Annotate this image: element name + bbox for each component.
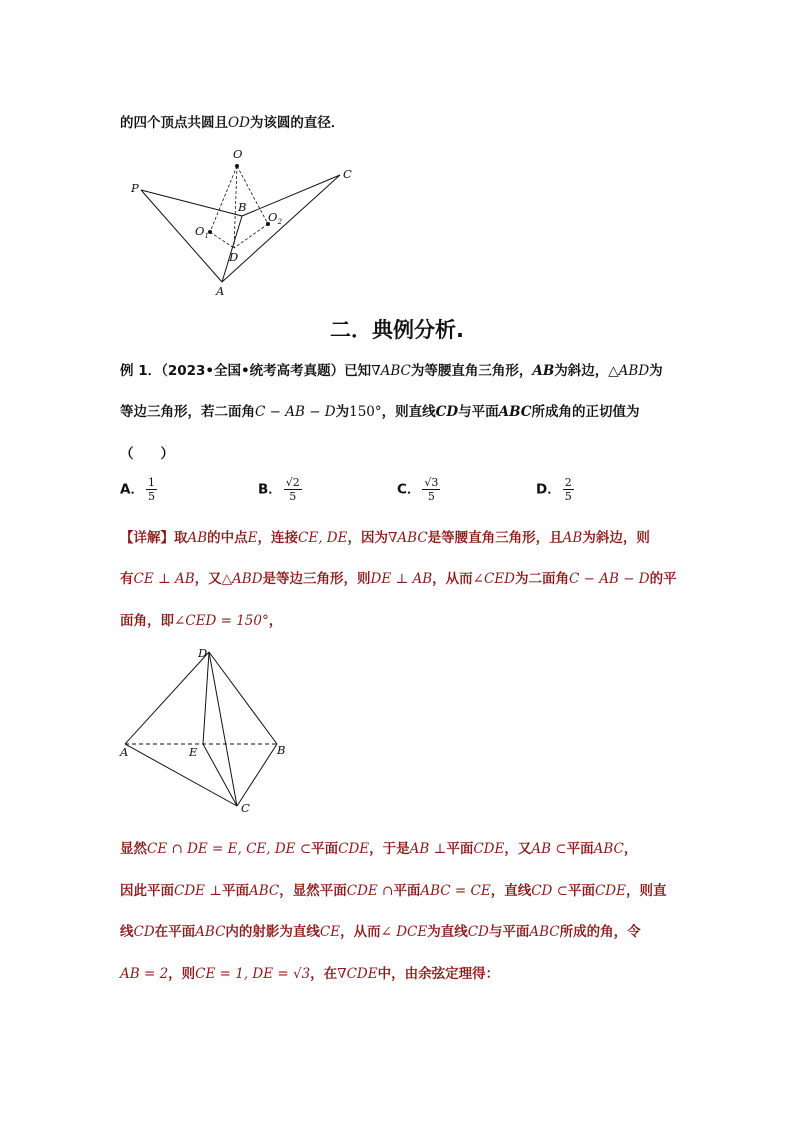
text: 有 <box>120 571 134 587</box>
text: ，从而 <box>340 924 381 940</box>
option-b-label: B． <box>258 481 282 498</box>
text: 线 <box>120 924 134 940</box>
math: CDE ⊥ <box>174 883 222 899</box>
solution-line-1 <box>120 526 650 546</box>
label-c: C <box>241 801 250 815</box>
math-cd: CD <box>435 404 459 420</box>
math: ∠ DCE <box>380 924 428 940</box>
text: 平面 <box>222 883 249 899</box>
text: 【详解】取 <box>120 530 188 546</box>
text: 内的射影为直线 <box>225 924 320 940</box>
math: E <box>247 530 258 546</box>
figure-tetrahedron-abcd <box>115 640 300 820</box>
dashed-o1-d <box>210 232 234 248</box>
num: 2 <box>564 476 572 489</box>
text: ，在 <box>310 966 338 982</box>
text: ，从而 <box>432 571 473 587</box>
section-heading: 二．典例分析. <box>330 318 464 342</box>
intro-text-end: 为该圆的直径． <box>249 115 345 131</box>
math: CDE <box>338 841 370 857</box>
math: ABC <box>249 883 280 899</box>
text: 平面 <box>311 841 339 857</box>
math: ∇ABC <box>387 530 428 546</box>
text: 为斜边，则 <box>582 530 650 546</box>
option-a-fraction <box>146 476 157 503</box>
math-abc: ∇ABC <box>371 363 411 379</box>
text: 等边三角形，若二面角 <box>120 404 255 420</box>
option-b[interactable] <box>258 476 302 503</box>
math: DE ⊥ AB <box>370 571 433 587</box>
text: 所成角的正切值为 <box>531 404 640 420</box>
math: AB ⊂ <box>531 841 567 857</box>
label-c: C <box>343 167 352 181</box>
math: ∠CED = 150° <box>174 613 269 629</box>
label-b: B <box>238 200 247 214</box>
edge-pa <box>141 190 222 282</box>
label-o: O <box>233 147 243 161</box>
dashed-o-o1 <box>210 166 237 232</box>
option-c-label: C． <box>397 481 421 498</box>
math: C − AB − D <box>569 571 650 587</box>
edge-bc <box>242 175 340 216</box>
text: ，连接 <box>257 530 299 546</box>
label-a: A <box>120 745 129 759</box>
text: 显然 <box>120 841 147 857</box>
math: CDE ∩ <box>346 883 394 899</box>
answer-paren: （ ） <box>120 446 174 462</box>
point-o <box>235 164 239 168</box>
label-e: E <box>189 745 198 759</box>
text: 为 <box>335 404 350 420</box>
edge-dc <box>209 652 237 806</box>
text: ，于是 <box>369 841 410 857</box>
text: 是等边三角形，则 <box>262 571 371 587</box>
text: ，则直线 <box>381 404 436 420</box>
math: ∇CDE <box>337 966 378 982</box>
edge-ac <box>222 175 340 282</box>
num: √3 <box>424 476 439 489</box>
math: AB <box>187 530 208 546</box>
label-p: P <box>131 181 139 195</box>
math-abd: △ABD <box>608 363 650 379</box>
label-d: D <box>229 250 239 264</box>
option-d-fraction <box>563 476 574 503</box>
edge-db <box>209 652 277 744</box>
math-150deg: 150° <box>349 404 382 420</box>
text: ，显然平面 <box>279 883 347 899</box>
option-d-label: D． <box>536 481 561 498</box>
label-b: B <box>277 743 286 757</box>
math: AB = 2 <box>120 966 169 982</box>
text: 为 <box>649 363 663 379</box>
math: AB <box>562 530 583 546</box>
option-d[interactable] <box>536 476 574 503</box>
solution-line-2 <box>120 567 677 587</box>
label-a: A <box>216 284 225 298</box>
label-d: D <box>198 646 208 660</box>
math: CD <box>133 924 155 940</box>
solution-line-3 <box>120 609 282 629</box>
math-abc-plane: ABC <box>498 404 532 420</box>
math: CDE <box>473 841 505 857</box>
math-ab: AB <box>532 363 555 379</box>
example-source: 例 1．（2023•全国•统考高考真题）已知 <box>120 363 372 379</box>
text: 为等腰直角三角形， <box>410 363 533 379</box>
edge-ab <box>222 216 242 282</box>
option-b-fraction <box>284 476 302 503</box>
den: 5 <box>564 490 572 503</box>
text: 所成的角，令 <box>559 924 641 940</box>
math: CE ∩ DE = E, CE, DE ⊂ <box>147 841 312 857</box>
option-a-label: A． <box>120 481 144 498</box>
text: 为二面角 <box>515 571 569 587</box>
conclusion-line-4 <box>120 962 499 982</box>
text: 是等腰直角三角形，且 <box>427 530 563 546</box>
text: ，又 <box>194 571 222 587</box>
edge-pb <box>141 190 242 216</box>
edge-ed <box>203 652 209 744</box>
math-dihedral: C − AB − D <box>255 404 336 420</box>
edge-bc <box>237 744 277 806</box>
text: ，则直 <box>625 883 667 899</box>
text: ， <box>268 613 283 629</box>
math: ABC = CE <box>420 883 491 899</box>
text: ，直线 <box>490 883 532 899</box>
math: ABC <box>593 841 624 857</box>
text: 与平面 <box>458 404 499 420</box>
edge-ad <box>125 652 209 744</box>
num: 1 <box>147 476 155 489</box>
text: 面角，即 <box>120 613 174 629</box>
math: ABC <box>195 924 226 940</box>
math: CDE <box>594 883 626 899</box>
math: CE ⊥ AB <box>133 571 195 587</box>
math: ∠CED <box>472 571 515 587</box>
figure-tetrahedron-circumsphere <box>120 140 370 305</box>
conclusion-line-1 <box>120 837 637 857</box>
text: 的中点 <box>207 530 248 546</box>
intro-text: 的四个顶点共圆且 <box>120 115 228 131</box>
option-c-fraction <box>422 476 440 503</box>
example-line-1 <box>120 359 663 379</box>
den: 5 <box>147 490 155 503</box>
option-a[interactable] <box>120 476 157 503</box>
conclusion-line-2 <box>120 879 666 899</box>
dashed-o-o2 <box>237 166 268 224</box>
text: 平面 <box>446 841 474 857</box>
text: ，又 <box>504 841 532 857</box>
option-c[interactable] <box>397 476 440 503</box>
math: AB ⊥ <box>409 841 447 857</box>
math: CE = 1, DE = √3 <box>195 966 311 982</box>
math: CD ⊂ <box>531 883 568 899</box>
text: 因此平面 <box>120 883 174 899</box>
den: 5 <box>427 490 435 503</box>
text: 的平 <box>649 571 677 587</box>
text: 平面 <box>566 841 594 857</box>
conclusion-line-3 <box>120 920 641 940</box>
math: △ABD <box>221 571 263 587</box>
text: ，因为 <box>347 530 388 546</box>
example-line-2 <box>120 400 640 420</box>
den: 5 <box>289 490 297 503</box>
math-od: OD <box>228 115 250 131</box>
text: 为斜边， <box>554 363 609 379</box>
math: CE, DE <box>298 530 348 546</box>
math: CE <box>319 924 341 940</box>
text: 平面 <box>567 883 595 899</box>
text: 为直线 <box>427 924 468 940</box>
label-o2: $O_2$ <box>268 210 282 226</box>
label-o1: $O_1$ <box>195 224 209 240</box>
text: ， <box>623 841 638 857</box>
text: 中，由余弦定理得： <box>377 966 500 982</box>
math: CD <box>467 924 489 940</box>
text: 与平面 <box>488 924 530 940</box>
num: √2 <box>285 476 300 489</box>
text: 在平面 <box>154 924 196 940</box>
text: 平面 <box>393 883 421 899</box>
intro-line <box>120 111 344 131</box>
text: ，则 <box>168 966 196 982</box>
math: ABC <box>529 924 560 940</box>
